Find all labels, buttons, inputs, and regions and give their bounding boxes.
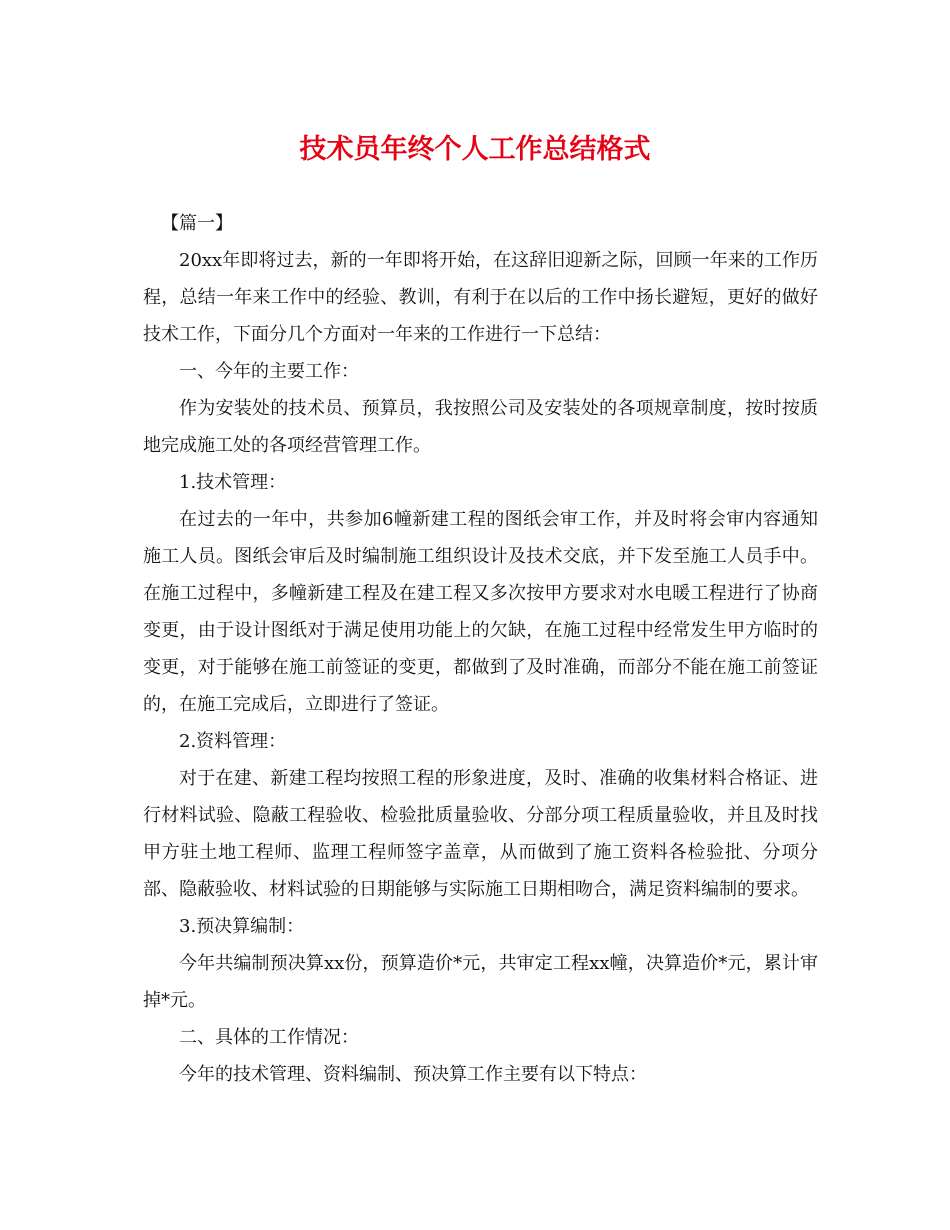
document-title: 技术员年终个人工作总结格式	[299, 134, 651, 165]
tech-management-paragraph: 在过去的一年中，共参加6幢新建工程的图纸会审工作，并及时将会审内容通知施工人员。图纸会审后及时编制施工组织设计及技术交底，并下发至施工人员手中。在施工过程中，多幢新建工程及在建工程又多次按甲方要求对水电暖工程进行了协商变更，由于设计图纸对于满足使用功能上的欠缺，在施工过程中经常发生甲方临时的变更，对于能够在施工前签证的变更，都做到了及时准确，而部分不能在施工前签证的，在施工完成后，立即进行了签证。	[143, 509, 818, 715]
document-body	[143, 205, 818, 1093]
heading-tech-management: 1.技术管理：	[179, 472, 287, 493]
heading-document-management: 2.资料管理：	[179, 731, 287, 752]
heading-specific-work: 二、具体的工作情况：	[179, 1027, 359, 1048]
heading-budget: 3.预决算编制：	[179, 916, 305, 937]
specific-work-paragraph: 今年的技术管理、资料编制、预决算工作主要有以下特点：	[179, 1064, 647, 1085]
heading-main-work: 一、今年的主要工作：	[179, 361, 359, 382]
document-management-paragraph: 对于在建、新建工程均按照工程的形象进度，及时、准确的收集材料合格证、进行材料试验、隐蔽工程验收、检验批质量验收、分部分项工程质量验收，并且及时找甲方驻土地工程师、监理工程师签字盖章，从而做到了施工资料各检验批、分项分部、隐蔽验收、材料试验的日期能够与实际施工日期相吻合，满足资料编制的要求。	[143, 768, 818, 900]
section-marker: 【篇一】	[161, 213, 233, 234]
budget-paragraph: 今年共编制预决算xx份，预算造价*元，共审定工程xx幢，决算造价*元，累计审掉*元。	[143, 953, 818, 1011]
main-work-paragraph: 作为安装处的技术员、预算员，我按照公司及安装处的各项规章制度，按时按质地完成施工处的各项经营管理工作。	[143, 398, 818, 456]
intro-paragraph: 20xx年即将过去，新的一年即将开始，在这辞旧迎新之际，回顾一年来的工作历程，总结一年来工作中的经验、教训，有利于在以后的工作中扬长避短，更好的做好技术工作，下面分几个方面对一年来的工作进行一下总结：	[143, 250, 818, 345]
